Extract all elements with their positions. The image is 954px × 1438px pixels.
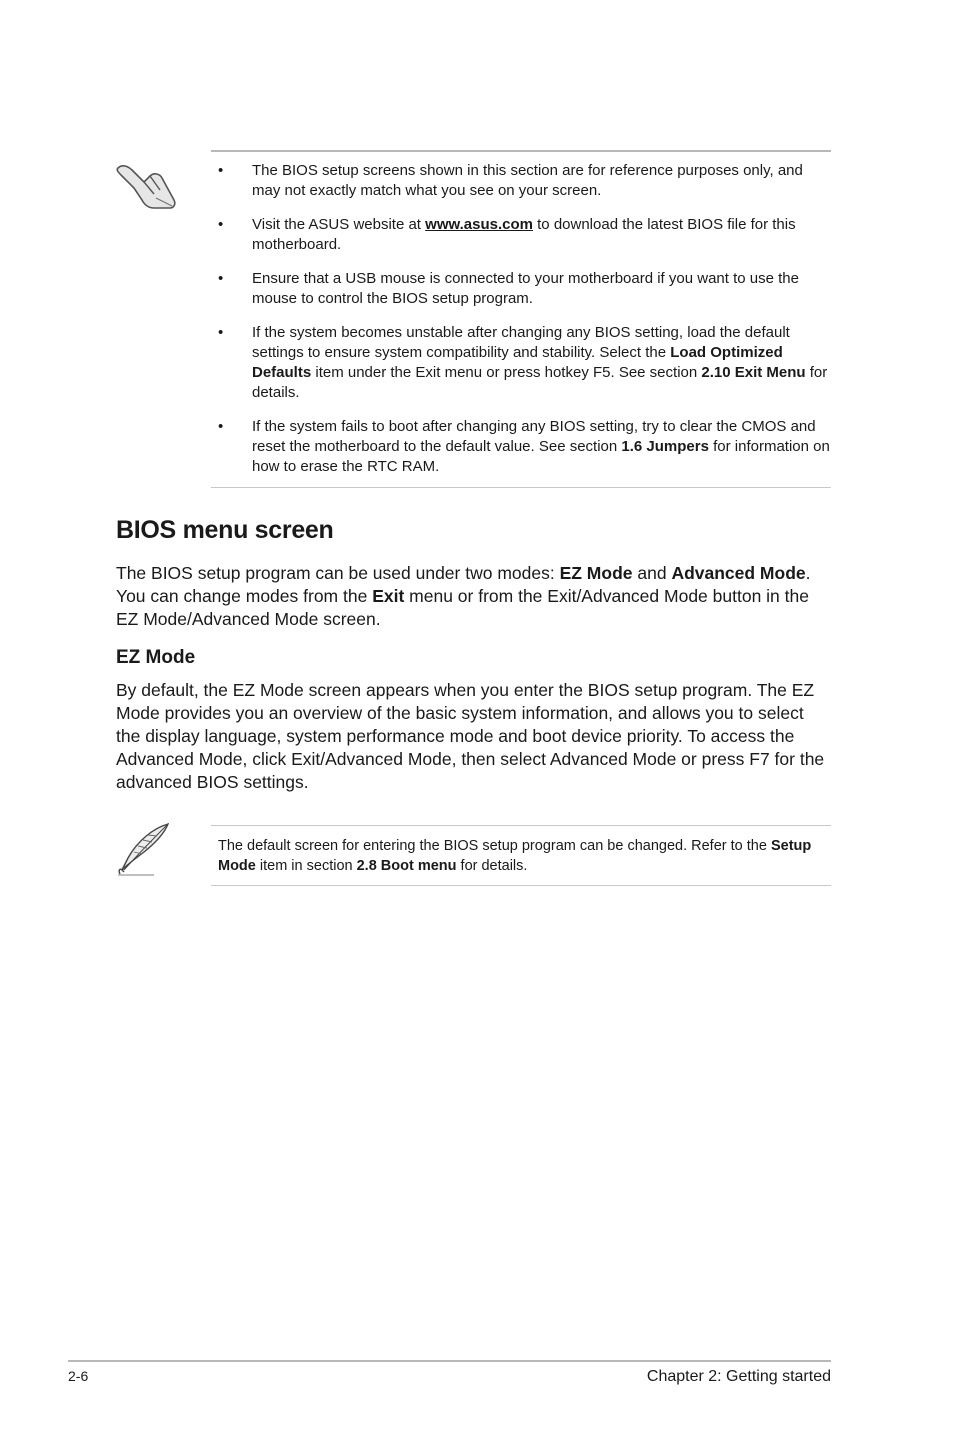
section-intro bbox=[116, 562, 832, 631]
bold-text: Exit bbox=[372, 586, 405, 606]
subsection-body: By default, the EZ Mode screen appears when you enter the BIOS setup program. The EZ Mode provides you an overview of the basic system information, and allows you to select the display language, system performance mode and boot device priority. To access the Advanced Mode, click Exit/Advanced Mode, then select Advanced Mode or press F7 for the advanced BIOS settings. bbox=[116, 680, 825, 792]
feather-pen-icon bbox=[114, 822, 174, 878]
note-bullet-item bbox=[218, 417, 830, 477]
bullet-glyph: • bbox=[218, 418, 224, 435]
bold-text: Advanced Mode bbox=[671, 563, 806, 583]
note-bullet-item bbox=[218, 161, 830, 201]
section-title: BIOS menu screen bbox=[116, 516, 334, 544]
text-segment: . You can change modes from the bbox=[116, 563, 811, 606]
text-segment: The BIOS setup program can be used under two modes: bbox=[116, 563, 560, 583]
text-segment: The default screen for entering the BIOS setup program can be changed. Refer to the bbox=[218, 838, 771, 854]
text-segment: If the system fails to boot after changing any BIOS setting, try to clear the CMOS and reset the motherboard to the default value. See section bbox=[252, 418, 816, 455]
text-segment: Visit the ASUS website at bbox=[252, 216, 426, 233]
text-segment: menu or from the Exit/Advanced Mode button in the EZ Mode/Advanced Mode screen. bbox=[116, 586, 809, 629]
bold-text: 2.10 Exit Menu bbox=[701, 364, 806, 381]
bold-text: EZ Mode bbox=[559, 563, 633, 583]
text-segment: for details. bbox=[456, 858, 528, 874]
text-segment: Ensure that a USB mouse is connected to your motherboard if you want to use the mouse to control the BIOS setup program. bbox=[252, 270, 799, 307]
website-link[interactable]: www.asus.com bbox=[425, 216, 533, 233]
bottom-note-text bbox=[218, 836, 830, 876]
chapter-label: Chapter 2: Getting started bbox=[646, 1368, 831, 1385]
bold-text: Setup Mode bbox=[218, 838, 812, 874]
text-segment: to download the latest BIOS file for this motherboard. bbox=[252, 216, 796, 253]
bold-text: 2.8 Boot menu bbox=[356, 858, 457, 874]
text-segment: If the system becomes unstable after changing any BIOS setting, load the default settings to ensure system compatibility and stability. Select the bbox=[252, 324, 790, 361]
page-number: 2-6 bbox=[68, 1368, 89, 1384]
top-note-rule-top bbox=[211, 150, 831, 152]
top-note-rule-bottom bbox=[211, 487, 831, 488]
text-segment: item under the Exit menu or press hotkey F5. See section bbox=[311, 364, 702, 381]
bullet-glyph: • bbox=[218, 270, 224, 287]
notes-bullet-list bbox=[218, 161, 830, 491]
bottom-note-rule-bottom bbox=[211, 885, 831, 886]
bold-text: 1.6 Jumpers bbox=[621, 438, 709, 455]
bullet-glyph: • bbox=[218, 324, 224, 341]
note-bullet-item bbox=[218, 215, 830, 255]
text-segment: and bbox=[632, 563, 672, 583]
text-segment: The BIOS setup screens shown in this section are for reference purposes only, and may not exactly match what you see on your screen. bbox=[252, 162, 803, 199]
text-segment: for details. bbox=[252, 364, 828, 401]
bullet-glyph: • bbox=[218, 216, 224, 233]
bullet-glyph: • bbox=[218, 162, 224, 179]
text-segment: item in section bbox=[255, 858, 357, 874]
text-segment: for information on how to erase the RTC RAM. bbox=[252, 438, 830, 475]
footer-rule bbox=[68, 1360, 831, 1362]
bold-text: Load Optimized Defaults bbox=[252, 344, 783, 381]
subsection-title: EZ Mode bbox=[116, 647, 196, 668]
hand-pointer-icon bbox=[114, 160, 180, 212]
note-bullet-item bbox=[218, 269, 830, 309]
bottom-note-rule-top bbox=[211, 825, 831, 826]
note-bullet-item bbox=[218, 323, 830, 403]
